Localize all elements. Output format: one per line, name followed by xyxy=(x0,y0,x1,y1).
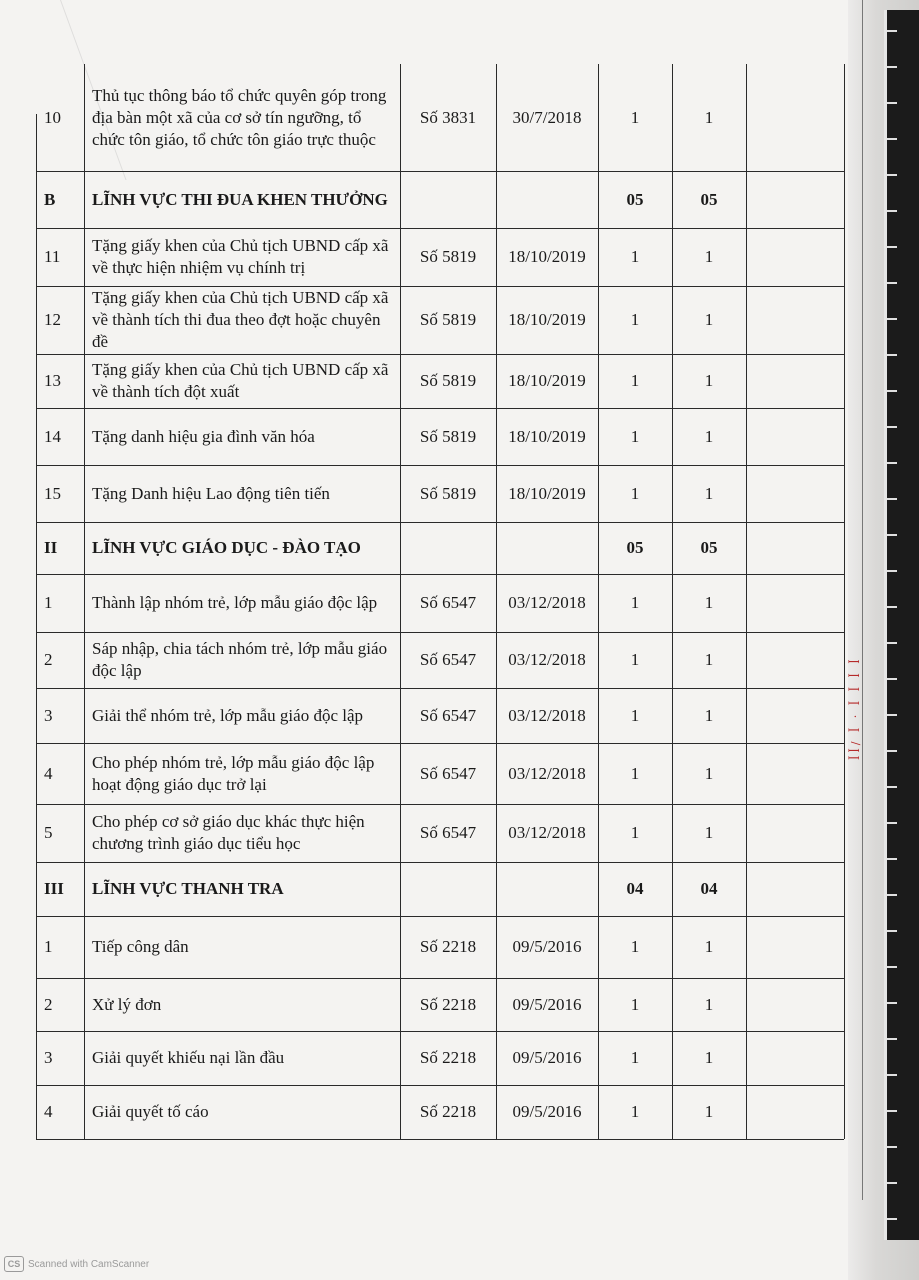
row-number: 3 xyxy=(44,705,53,725)
table-row xyxy=(36,743,844,804)
count-implemented: 1 xyxy=(704,371,714,390)
notes-cell xyxy=(746,862,844,916)
decision-date xyxy=(496,522,598,574)
binder-tick xyxy=(887,1218,897,1220)
notes-cell xyxy=(746,632,844,688)
count-implemented: 1 xyxy=(704,247,714,266)
decision-date: 09/5/2016 xyxy=(512,937,582,956)
procedure-name: Tiếp công dân xyxy=(92,937,189,956)
procedure-name: Tặng giấy khen của Chủ tịch UBND cấp xã về thực hiện nhiệm vụ chính trị xyxy=(92,236,389,277)
decision-number: Số 5819 xyxy=(419,483,477,503)
decision-number: Số 2218 xyxy=(419,1102,477,1121)
decision-date: 03/12/2018 xyxy=(508,823,586,842)
binder-tick xyxy=(887,786,897,788)
table-row xyxy=(36,354,844,408)
procedure-name: Giải thể nhóm trẻ, lớp mẫu giáo độc lập xyxy=(92,705,364,725)
count-total: 1 xyxy=(630,310,640,329)
decision-number: Số 5819 xyxy=(419,371,477,390)
binder-tick xyxy=(887,1074,897,1076)
binder-tick xyxy=(887,318,897,320)
count-implemented: 1 xyxy=(704,763,714,783)
margin-line xyxy=(862,0,863,1200)
binder-tick xyxy=(887,390,897,392)
table-row xyxy=(36,64,844,171)
row-number: B xyxy=(44,189,56,209)
table-row xyxy=(36,228,844,286)
procedure-name: Cho phép nhóm trẻ, lớp mẫu giáo độc lập hoạt động giáo dục trở lại xyxy=(92,752,375,794)
row-divider xyxy=(36,1139,844,1140)
binder-tick xyxy=(887,606,897,608)
table-row xyxy=(36,286,844,354)
camscanner-watermark xyxy=(4,1256,149,1272)
count-total: 05 xyxy=(626,538,644,557)
binder-tick xyxy=(887,858,897,860)
column-divider xyxy=(746,64,747,1139)
section-header-row xyxy=(36,522,844,574)
procedure-name: Giải quyết tố cáo xyxy=(92,1102,209,1121)
procedure-name: Tặng danh hiệu gia đình văn hóa xyxy=(92,426,315,446)
notes-cell xyxy=(746,688,844,743)
row-number: 1 xyxy=(44,593,53,612)
decision-number: Số 5819 xyxy=(419,310,477,329)
column-divider xyxy=(844,64,845,1139)
procedure-name: LĨNH VỰC THANH TRA xyxy=(92,879,284,898)
column-divider xyxy=(598,64,599,1139)
notes-cell xyxy=(746,171,844,228)
decision-number: Số 2218 xyxy=(419,1048,477,1067)
procedure-name: Cho phép cơ sở giáo dục khác thực hiện chương trình giáo dục tiểu học xyxy=(92,812,365,853)
decision-date: 03/12/2018 xyxy=(508,650,586,669)
section-header-row xyxy=(36,862,844,916)
count-implemented: 05 xyxy=(700,538,718,557)
binder-tick xyxy=(887,462,897,464)
procedure-name: LĨNH VỰC GIÁO DỤC - ĐÀO TẠO xyxy=(92,538,361,557)
column-divider xyxy=(36,114,37,1139)
binder-tick xyxy=(887,966,897,968)
count-total: 04 xyxy=(626,879,644,898)
notes-cell xyxy=(746,1085,844,1139)
procedure-table xyxy=(36,64,844,1139)
count-total: 1 xyxy=(630,426,640,446)
binder-tick xyxy=(887,642,897,644)
procedure-name: Thủ tục thông báo tổ chức quyên góp trong địa bàn một xã của cơ sở tín ngưỡng, tổ chức tôn giáo, tổ chức tôn giáo trực thuộc xyxy=(92,85,387,149)
decision-number: Số 6547 xyxy=(419,650,477,669)
count-implemented: 1 xyxy=(704,107,714,127)
table-row xyxy=(36,574,844,632)
binder-tick xyxy=(887,822,897,824)
row-number: 2 xyxy=(44,650,53,669)
decision-number: Số 2218 xyxy=(419,937,477,956)
binder-tick xyxy=(887,1146,897,1148)
binder-tick xyxy=(887,174,897,176)
decision-number: Số 6547 xyxy=(419,705,477,725)
procedure-name: Sáp nhập, chia tách nhóm trẻ, lớp mẫu giáo độc lập xyxy=(92,639,388,680)
count-implemented: 1 xyxy=(704,994,714,1014)
decision-date: 18/10/2019 xyxy=(508,483,586,503)
row-number: 10 xyxy=(44,107,61,127)
binder-tick xyxy=(887,102,897,104)
row-number: 3 xyxy=(44,1048,53,1067)
count-total: 1 xyxy=(630,937,640,956)
binder-tick xyxy=(887,138,897,140)
table-row xyxy=(36,978,844,1031)
notes-cell xyxy=(746,522,844,574)
count-total: 1 xyxy=(630,593,640,612)
count-total: 1 xyxy=(630,483,640,503)
notes-cell xyxy=(746,978,844,1031)
decision-date: 03/12/2018 xyxy=(508,593,586,612)
binder-tick xyxy=(887,930,897,932)
table-row xyxy=(36,1085,844,1139)
decision-date: 03/12/2018 xyxy=(508,705,586,725)
count-implemented: 1 xyxy=(704,426,714,446)
binder-tick xyxy=(887,1002,897,1004)
count-total: 1 xyxy=(630,705,640,725)
table-row xyxy=(36,465,844,522)
count-total: 1 xyxy=(630,823,640,842)
row-number: 13 xyxy=(44,371,61,390)
decision-number xyxy=(400,171,496,228)
binder-tick xyxy=(887,426,897,428)
decision-date xyxy=(496,171,598,228)
row-number: 4 xyxy=(44,1102,53,1121)
decision-number: Số 5819 xyxy=(419,426,477,446)
count-total: 1 xyxy=(630,650,640,669)
table-row xyxy=(36,688,844,743)
row-number: II xyxy=(44,538,58,557)
procedure-name: Giải quyết khiếu nại lần đầu xyxy=(92,1048,285,1067)
binder-tick xyxy=(887,66,897,68)
column-divider xyxy=(400,64,401,1139)
handwritten-margin-note: ꟾꟾ/ ꟾ · ꟾ ꟾ ꟾ ꟾ xyxy=(849,656,862,760)
count-implemented: 1 xyxy=(704,650,714,669)
row-number: 11 xyxy=(44,247,61,266)
notes-cell xyxy=(746,228,844,286)
row-number: 5 xyxy=(44,823,53,842)
notes-cell xyxy=(746,64,844,171)
row-number: 4 xyxy=(44,763,53,783)
binder-tick xyxy=(887,750,897,752)
binder-tick xyxy=(887,1110,897,1112)
decision-date: 09/5/2016 xyxy=(512,1048,582,1067)
procedure-name: Tặng giấy khen của Chủ tịch UBND cấp xã về thành tích đột xuất xyxy=(92,360,389,401)
decision-date: 30/7/2018 xyxy=(512,107,582,127)
column-divider xyxy=(672,64,673,1139)
decision-date: 18/10/2019 xyxy=(508,371,586,390)
row-number: 14 xyxy=(44,426,61,446)
binder-tick xyxy=(887,282,897,284)
row-number: III xyxy=(44,879,64,898)
binder-strip xyxy=(884,10,919,1240)
count-implemented: 1 xyxy=(704,937,714,956)
count-total: 1 xyxy=(630,107,640,127)
procedure-name: Tặng Danh hiệu Lao động tiên tiến xyxy=(92,483,330,503)
binder-tick xyxy=(887,498,897,500)
binder-tick xyxy=(887,534,897,536)
table-row xyxy=(36,1031,844,1085)
procedure-name: LĨNH VỰC THI ĐUA KHEN THƯỞNG xyxy=(92,189,388,209)
notes-cell xyxy=(746,465,844,522)
row-number: 12 xyxy=(44,310,61,329)
decision-number: Số 6547 xyxy=(419,823,477,842)
decision-number: Số 6547 xyxy=(419,763,477,783)
count-implemented: 05 xyxy=(700,189,718,209)
decision-number xyxy=(400,862,496,916)
decision-number: Số 5819 xyxy=(419,247,477,266)
binder-tick xyxy=(887,246,897,248)
count-implemented: 1 xyxy=(704,1102,714,1121)
decision-number: Số 2218 xyxy=(419,994,477,1014)
count-implemented: 1 xyxy=(704,705,714,725)
notes-cell xyxy=(746,1031,844,1085)
count-total: 1 xyxy=(630,1048,640,1067)
notes-cell xyxy=(746,354,844,408)
decision-number xyxy=(400,522,496,574)
column-divider xyxy=(84,64,85,1139)
count-implemented: 04 xyxy=(700,879,718,898)
binder-tick xyxy=(887,714,897,716)
row-number: 1 xyxy=(44,937,53,956)
notes-cell xyxy=(746,574,844,632)
binder-tick xyxy=(887,210,897,212)
section-header-row xyxy=(36,171,844,228)
decision-date: 18/10/2019 xyxy=(508,247,586,266)
table-row xyxy=(36,804,844,862)
camscanner-logo-icon: CS xyxy=(4,1256,24,1272)
table-row xyxy=(36,632,844,688)
count-total: 05 xyxy=(626,189,644,209)
notes-cell xyxy=(746,916,844,978)
decision-date: 18/10/2019 xyxy=(508,426,586,446)
count-implemented: 1 xyxy=(704,823,714,842)
binder-tick xyxy=(887,1038,897,1040)
decision-date: 18/10/2019 xyxy=(508,310,586,329)
table-row xyxy=(36,408,844,465)
binder-tick xyxy=(887,354,897,356)
count-implemented: 1 xyxy=(704,1048,714,1067)
camscanner-text: Scanned with CamScanner xyxy=(28,1258,150,1270)
notes-cell xyxy=(746,804,844,862)
notes-cell xyxy=(746,743,844,804)
decision-number: Số 3831 xyxy=(419,107,477,127)
count-total: 1 xyxy=(630,763,640,783)
binder-tick xyxy=(887,894,897,896)
row-number: 15 xyxy=(44,483,61,503)
binder-tick xyxy=(887,678,897,680)
binder-tick xyxy=(887,30,897,32)
table-row xyxy=(36,916,844,978)
count-total: 1 xyxy=(630,994,640,1014)
row-number: 2 xyxy=(44,994,53,1014)
count-implemented: 1 xyxy=(704,593,714,612)
count-total: 1 xyxy=(630,371,640,390)
binder-tick xyxy=(887,1182,897,1184)
decision-date: 09/5/2016 xyxy=(512,994,582,1014)
decision-number: Số 6547 xyxy=(419,593,477,612)
decision-date: 09/5/2016 xyxy=(512,1102,582,1121)
procedure-name: Thành lập nhóm trẻ, lớp mẫu giáo độc lập xyxy=(92,593,378,612)
count-implemented: 1 xyxy=(704,310,714,329)
notes-cell xyxy=(746,408,844,465)
notes-cell xyxy=(746,286,844,354)
binder-tick xyxy=(887,570,897,572)
count-total: 1 xyxy=(630,1102,640,1121)
count-total: 1 xyxy=(630,247,640,266)
count-implemented: 1 xyxy=(704,483,714,503)
procedure-name: Tặng giấy khen của Chủ tịch UBND cấp xã về thành tích thi đua theo đợt hoặc chuyên đề xyxy=(92,288,389,351)
column-divider xyxy=(496,64,497,1139)
decision-date: 03/12/2018 xyxy=(508,763,586,783)
decision-date xyxy=(496,862,598,916)
procedure-name: Xử lý đơn xyxy=(92,994,162,1014)
